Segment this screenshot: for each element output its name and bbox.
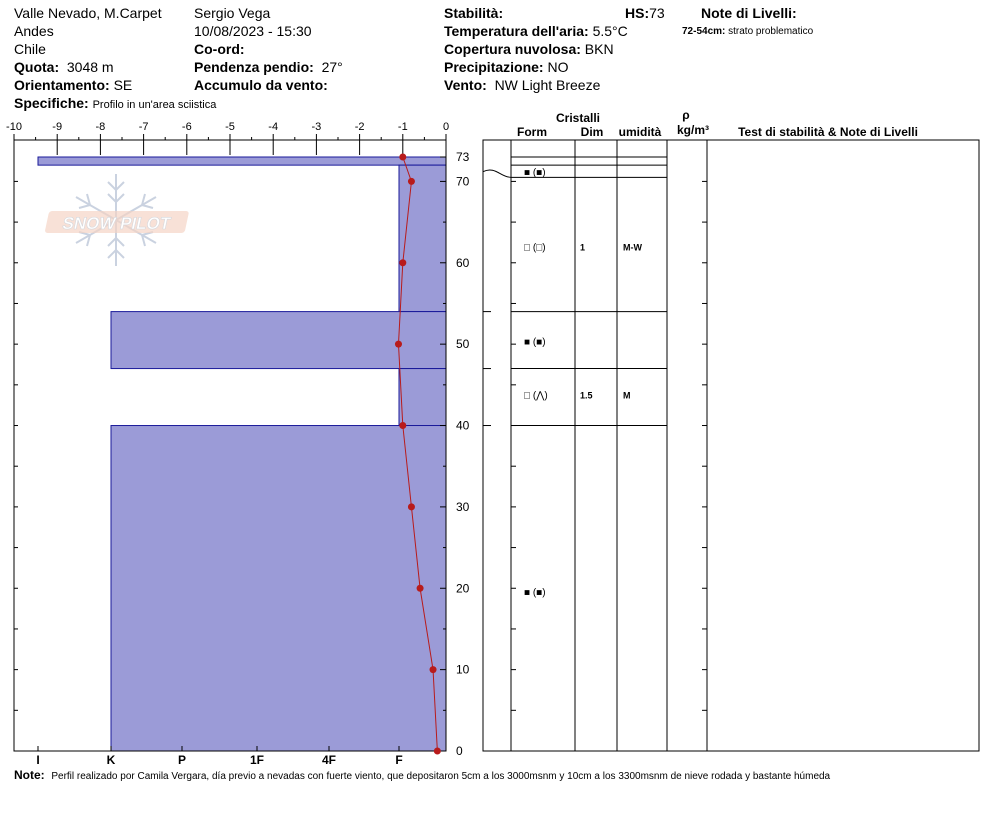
- slope-label: Pendenza pendio:: [194, 59, 314, 75]
- crystal-form: □ (□): [524, 242, 546, 254]
- layer-connector: [483, 170, 511, 177]
- specifics-value: Profilo in un'area sciistica: [92, 99, 217, 111]
- aspect-label: Orientamento:: [14, 77, 110, 93]
- crystal-dim: 1: [580, 242, 586, 253]
- cristalli-header: Cristalli: [555, 111, 601, 125]
- hardness-tick-label: K: [106, 753, 116, 767]
- hardness-bar: [399, 165, 446, 311]
- height-tick-label: 10: [456, 662, 470, 677]
- height-tick-label: 73: [456, 150, 470, 164]
- slope-value: 27°: [321, 59, 343, 75]
- crystal-form: ■ (■): [524, 587, 546, 599]
- rho-header: ρ: [682, 108, 690, 122]
- hardness-bar: [399, 369, 446, 426]
- hs-value: 73: [649, 5, 665, 21]
- range: Andes: [14, 23, 54, 39]
- precip-label: Precipitazione:: [444, 59, 544, 75]
- hardness-tick-label: I: [36, 753, 40, 767]
- height-tick-label: 40: [456, 418, 470, 433]
- layer-notes-label: Note di Livelli:: [701, 5, 797, 21]
- temp-tick-label: -9: [52, 121, 63, 133]
- note-text: Perfil realizado por Camila Vergara, día previo a nevadas con fuerte viento, que depositaron 5cm a los 3000msnm y 10cm a los 3300msnm de nieve rodada y bastante húmeda: [51, 771, 831, 782]
- moisture-header: umidità: [618, 125, 662, 139]
- height-tick-label: 70: [456, 174, 470, 189]
- precip-value: NO: [547, 59, 569, 75]
- temperature-point: [399, 259, 406, 266]
- tests-header: Test di stabilità & Note di Livelli: [738, 125, 918, 139]
- height-tick-label: 60: [456, 255, 470, 270]
- location: Valle Nevado, M.Carpet: [14, 5, 162, 21]
- aspect-value: SE: [113, 77, 133, 93]
- temperature-point: [399, 422, 406, 429]
- country: Chile: [14, 41, 46, 57]
- snowpilot-logo: [45, 174, 190, 266]
- wind-loading-label: Accumulo da vento:: [194, 77, 328, 93]
- temp-tick-label: -7: [138, 121, 149, 133]
- hardness-bar: [111, 312, 446, 369]
- crystal-moisture: M: [623, 390, 631, 401]
- temp-tick-label: -3: [311, 121, 322, 133]
- hardness-tick-label: 1F: [249, 753, 265, 767]
- temp-tick-label: -5: [225, 121, 235, 133]
- crystal-form: ■ (■): [524, 336, 546, 348]
- height-tick-label: 50: [456, 337, 470, 352]
- hardness-tick-label: P: [177, 753, 187, 767]
- air-temp-value: 5.5°C: [592, 23, 628, 39]
- profile-note: [14, 766, 830, 786]
- elevation-value: 3048 m: [66, 59, 114, 75]
- crystal-form: ■ (■): [524, 167, 546, 179]
- temp-tick-label: -6: [181, 121, 192, 133]
- sky-value: BKN: [584, 41, 614, 57]
- coord-label: Co-ord:: [194, 41, 245, 57]
- temperature-point: [408, 178, 415, 185]
- temperature-point: [430, 666, 437, 673]
- wind-label: Vento:: [444, 77, 487, 93]
- temp-tick-label: -2: [354, 121, 365, 133]
- table-frame: [483, 140, 979, 751]
- note-label: Note:: [14, 768, 45, 782]
- logo-text: SNOW PILOT: [60, 213, 173, 233]
- temp-tick-label: -10: [6, 121, 22, 133]
- temperature-point: [399, 154, 406, 161]
- crystal-moisture: M-W: [623, 242, 642, 253]
- dim-header: Dim: [580, 125, 604, 139]
- wind-value: NW Light Breeze: [494, 77, 601, 93]
- temp-tick-label: -4: [268, 121, 279, 133]
- stability-label: Stabilità:: [444, 5, 504, 21]
- hardness-tick-label: 4F: [321, 753, 337, 767]
- elevation-label: Quota:: [14, 59, 60, 75]
- temperature-point: [408, 503, 415, 510]
- height-tick-label: 0: [456, 744, 463, 758]
- layer-note-text: strato problematico: [728, 26, 814, 37]
- hardness-bar: [111, 426, 446, 751]
- air-temp-label: Temperatura dell'aria:: [444, 23, 589, 39]
- crystal-dim: 1.5: [580, 390, 593, 401]
- temp-tick-label: -1: [397, 121, 408, 133]
- crystal-form: □ (⋀): [524, 390, 548, 402]
- layer-note-range: 72-54cm:: [682, 26, 726, 37]
- hardness-tick-label: F: [395, 753, 403, 767]
- temperature-point: [395, 341, 402, 348]
- height-tick-label: 20: [456, 581, 470, 596]
- density-header: kg/m³: [676, 123, 710, 137]
- observer: Sergio Vega: [194, 5, 271, 21]
- datetime: 10/08/2023 - 15:30: [194, 23, 312, 39]
- temperature-point: [417, 585, 424, 592]
- sky-label: Copertura nuvolosa:: [444, 41, 581, 57]
- hardness-bar: [38, 157, 446, 165]
- form-header: Form: [517, 125, 547, 139]
- temperature-point: [434, 748, 441, 755]
- temp-tick-label: 0: [442, 121, 450, 133]
- hs-label: HS:: [625, 5, 650, 21]
- specifics-label: Specifiche:: [14, 95, 89, 111]
- temp-tick-label: -8: [95, 121, 106, 133]
- height-tick-label: 30: [456, 499, 470, 514]
